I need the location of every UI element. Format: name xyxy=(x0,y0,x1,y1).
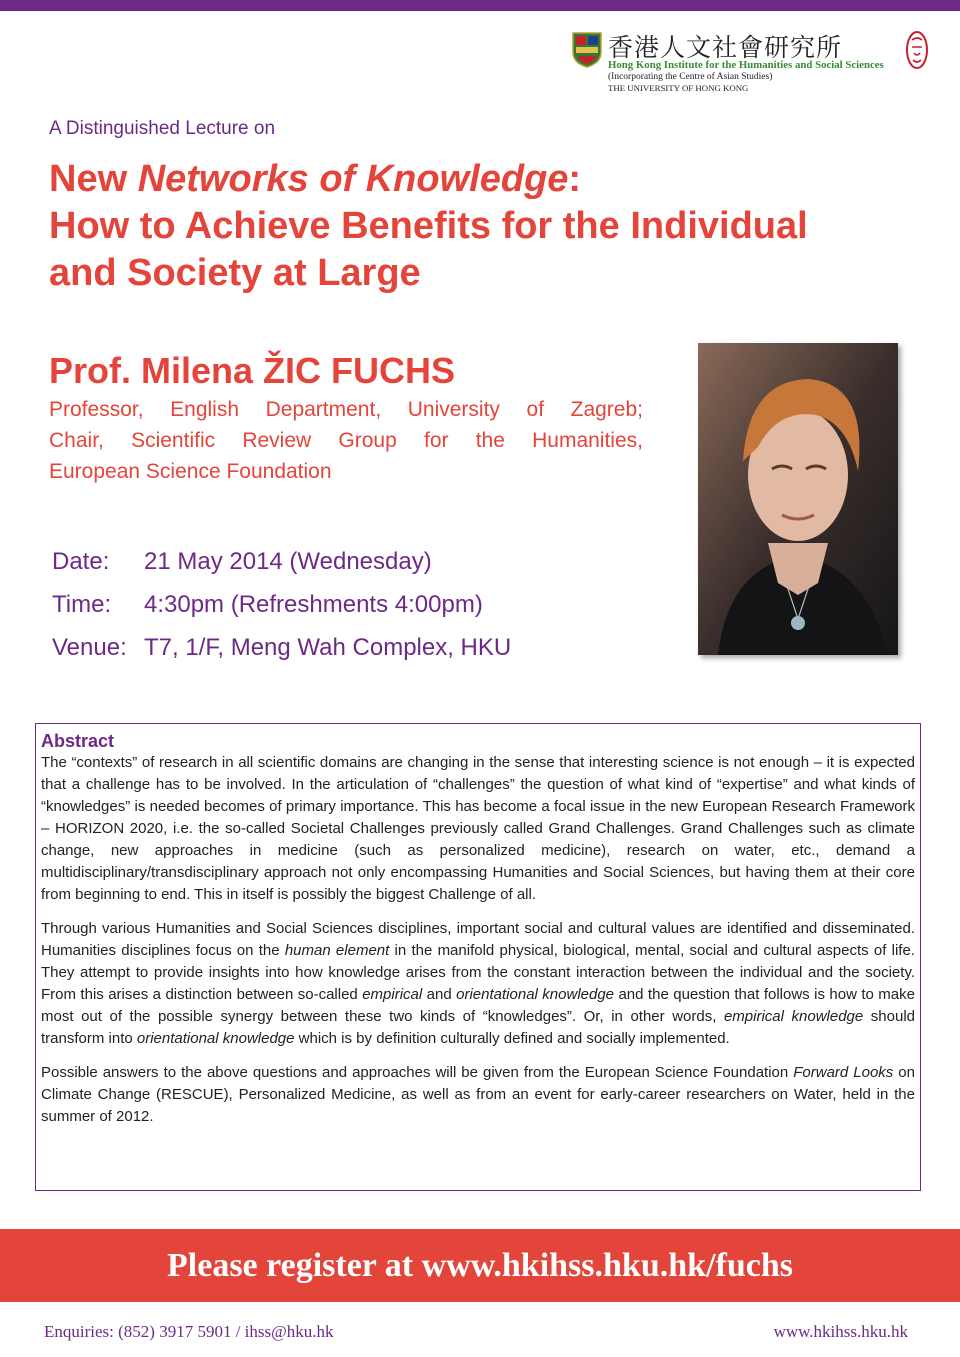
event-details xyxy=(52,540,511,669)
speaker-portrait-image xyxy=(698,343,898,655)
venue-label: Venue: xyxy=(52,633,127,661)
title-line-3: and Society at Large xyxy=(49,252,421,294)
emphasis: Forward Looks xyxy=(793,1064,894,1081)
speaker-affiliation xyxy=(49,394,643,487)
emphasis: human element xyxy=(284,942,390,959)
register-banner xyxy=(0,1229,960,1302)
text: Possible answers to the above questions and approaches will be given from the European Science Foundation xyxy=(41,1064,794,1081)
title-colon: : xyxy=(568,158,582,200)
date-label: Date: xyxy=(52,547,110,575)
abstract-box xyxy=(35,723,921,1191)
affiliation-line: Professor, English Department, University of Zagreb; xyxy=(49,398,643,421)
date-row xyxy=(52,540,511,583)
title-line-2: How to Achieve Benefits for the Individual xyxy=(49,205,808,247)
text: should transform into xyxy=(41,1008,915,1047)
title-prefix: New xyxy=(49,158,138,200)
top-color-bar xyxy=(0,0,960,11)
university-name: THE UNIVERSITY OF HONG KONG xyxy=(608,83,749,93)
abstract-paragraph xyxy=(41,918,915,1050)
institute-subtitle: (Incorporating the Centre of Asian Studies) xyxy=(608,72,773,82)
text: in the manifold physical, biological, mental, social and cultural aspects of life. They attempt to provide insights into how knowledge arises from the constant interaction between the individual and the society. From this arises a distinction between so-called xyxy=(41,942,915,1003)
lecture-title xyxy=(49,156,939,297)
text: on Climate Change (RESCUE), Personalized Medicine, as well as from an event for early-career researchers on Water, held in the summer of 2012. xyxy=(41,1064,915,1125)
emphasis: orientational knowledge xyxy=(456,986,615,1003)
emphasis: orientational knowledge xyxy=(136,1030,295,1047)
venue-value: T7, 1/F, Meng Wah Complex, HKU xyxy=(144,633,512,661)
time-value: 4:30pm (Refreshments 4:00pm) xyxy=(144,590,483,618)
title-line-1 xyxy=(49,156,939,203)
time-row xyxy=(52,583,511,626)
abstract-paragraph: The “contexts” of research in all scientific domains are changing in the sense that interesting science is not enough – it is expected that a challenge has to be involved. In the articulation of “challenges” the question of what kind of “expertise” and what kinds of “knowledges” is needed becomes of primary importance. This has become a focal issue in the new European Research Framework – HORIZON 2020, i.e. the so-called Societal Challenges previously called Grand Challenges. Grand Challenges such as climate change, new approaches in medicine (such as personalized medicine), research on water, etc., demand a multidisciplinary/transdisciplinary approach not only encompassing Humanities and Social Sciences, but having them at their core from beginning to end. This in itself is possibly the biggest Challenge of all. xyxy=(41,754,915,903)
abstract-heading: Abstract xyxy=(41,731,115,751)
date-value: 21 May 2014 (Wednesday) xyxy=(144,547,432,575)
emphasis: empirical knowledge xyxy=(723,1008,864,1025)
speaker-photo xyxy=(698,343,898,655)
affiliation-line: European Science Foundation xyxy=(49,460,332,483)
emphasis: empirical xyxy=(362,986,423,1003)
abstract-paragraph xyxy=(41,1062,915,1128)
institute-name: Hong Kong Institute for the Humanities and Social Sciences xyxy=(608,59,884,71)
text: and xyxy=(422,986,457,1003)
time-label: Time: xyxy=(52,590,112,618)
register-link[interactable]: Please register at www.hkihss.hku.hk/fuchs xyxy=(167,1246,793,1284)
text: which is by definition culturally defined and socially implemented. xyxy=(294,1030,730,1047)
affiliation-line: Chair, Scientific Review Group for the Humanities, xyxy=(49,429,643,452)
lecture-type: A Distinguished Lecture on xyxy=(49,118,276,139)
venue-row xyxy=(52,626,511,669)
text: and the question that follows is how to make most out of the possible synergy between these two kinds of “knowledges”. Or, in other words, xyxy=(41,986,915,1025)
speaker-name: Prof. Milena ŽIC FUCHS xyxy=(49,350,456,391)
hku-crest-icon xyxy=(572,32,602,68)
text: Through various Humanities and Social Sciences disciplines, important social and cultural values are identified and disseminated. Humanities disciplines focus on the xyxy=(41,920,915,959)
website-link[interactable]: www.hkihss.hku.hk xyxy=(773,1322,908,1341)
enquiries-contact: Enquiries: (852) 3917 5901 / ihss@hku.hk xyxy=(44,1322,334,1341)
institute-chinese-name: 香港人文社會研究所 xyxy=(608,33,843,62)
red-seal-icon xyxy=(906,30,928,70)
title-italic: Networks of Knowledge xyxy=(137,158,569,200)
institute-logo xyxy=(572,28,932,98)
